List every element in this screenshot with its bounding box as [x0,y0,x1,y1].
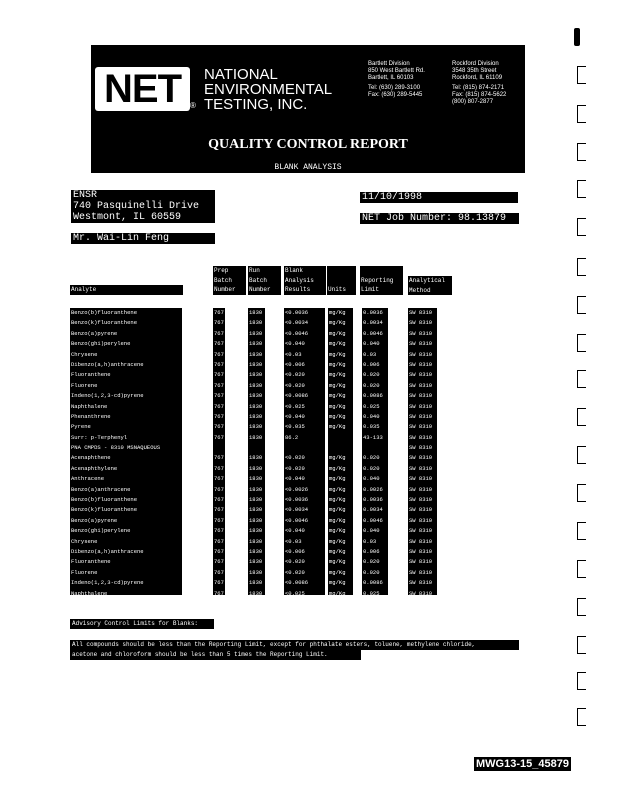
method-cell: SW 8310 [409,402,433,410]
analyte-cell: Fluoranthene [71,558,111,566]
scan-edge-mark [577,180,586,198]
method-cell: SW 8310 [409,547,433,555]
scan-edge-mark [577,143,586,161]
prep-batch-cell: 767 [214,579,224,587]
reporting-limit-cell [362,443,388,453]
analyte-cell: Phenanthrene [71,412,111,420]
method-cell: SW 8310 [409,589,433,597]
header-blank-results: Blank Analysis Results [284,266,326,295]
units-cell: mg/Kg [329,350,346,358]
scan-edge-mark [577,218,586,236]
method-cell: SW 8310 [409,340,433,348]
result-cell: <0.03 [285,537,302,545]
prep-batch-cell: 767 [214,527,224,535]
result-cell: <0.040 [285,527,305,535]
result-cell: <0.020 [285,568,305,576]
run-batch-cell: 1830 [249,360,263,368]
company-name-line-3: TESTING, INC. [204,96,308,113]
run-batch-cell: 1830 [249,309,263,316]
units-column [328,308,353,607]
method-cell: SW 8310 [409,485,433,493]
units-cell: mg/Kg [329,475,346,483]
units-cell: mg/Kg [329,506,346,514]
prep-batch-cell: 767 [214,392,224,400]
prep-batch-cell: 767 [214,475,224,483]
prep-batch-cell: 767 [214,319,224,327]
prep-batch-cell: 767 [214,454,224,462]
run-batch-cell: 1830 [249,464,263,472]
units-cell: mg/Kg [329,381,346,389]
reporting-limit-cell: 0.006 [363,547,380,555]
prep-batch-cell: 767 [214,360,224,368]
scan-edge-mark [577,258,586,276]
prep-batch-cell: 767 [214,381,224,389]
result-cell: <0.035 [285,423,305,431]
run-batch-cell: 1830 [249,516,263,524]
method-cell: SW 8310 [409,506,433,514]
run-batch-cell [248,443,265,453]
analyte-cell: Fluorene [71,381,98,389]
analyte-cell: Anthracene [71,475,105,483]
prep-batch-cell: 767 [214,402,224,410]
rockford-line: Rockford Division [452,61,499,67]
result-cell: <0.0086 [285,392,309,400]
prep-batch-cell: 767 [214,340,224,348]
analyte-cell: Benzo(ghi)perylene [71,340,131,348]
analyte-cell: Chrysene [71,537,98,545]
reporting-limit-cell: 0.040 [363,527,380,535]
client-address [71,190,215,223]
units-cell [328,443,353,453]
scan-edge-mark [577,105,586,123]
rockford-division-address [452,61,506,106]
run-batch-cell: 1830 [249,371,263,379]
prep-batch-cell: 767 [214,568,224,576]
analyte-cell: Fluorene [71,568,98,576]
run-batch-cell: 1830 [249,589,263,597]
reporting-limit-cell: 0.03 [363,537,377,545]
run-batch-column [248,308,265,607]
method-cell: SW 8310 [409,360,433,368]
units-cell: mg/Kg [329,579,346,587]
analyte-cell: Fluoranthene [71,371,111,379]
result-cell: <0.040 [285,475,305,483]
result-cell: <0.0034 [285,319,309,327]
method-column [408,308,437,607]
net-logo: NET [95,67,190,111]
reporting-limit-cell: 0.0026 [363,485,383,493]
reporting-limit-cell: 0.040 [363,599,380,607]
units-cell: mg/Kg [329,568,346,576]
analyte-cell: Pyrene [71,423,91,431]
units-cell: mg/Kg [329,412,346,420]
analyte-cell: Phenanthrene [71,599,111,607]
header-run-batch: Run Batch Number [248,266,281,295]
result-cell: <0.040 [285,340,305,348]
units-cell: mg/Kg [329,360,346,368]
reporting-limit-cell: 0.006 [363,360,380,368]
method-cell: SW 8310 [409,454,433,462]
run-batch-cell: 1830 [249,392,263,400]
reporting-limit-cell: 0.020 [363,381,380,389]
scan-edge-mark [577,598,586,616]
method-cell: SW 8310 [409,350,433,358]
result-cell: <0.020 [285,558,305,566]
run-batch-cell: 1830 [249,329,263,337]
bartlett-line: Bartlett Division [368,61,410,67]
run-batch-cell: 1830 [249,475,263,483]
run-batch-cell: 1830 [249,496,263,504]
report-title: QUALITY CONTROL REPORT [208,137,408,152]
units-cell: mg/Kg [329,527,346,535]
method-cell: SW 8310 [409,309,433,316]
run-batch-cell: 1830 [249,402,263,410]
bartlett-line: Fax: (630) 289-5445 [368,92,423,98]
reporting-limit-cell: 0.0046 [363,516,383,524]
client-name: ENSR [73,190,98,201]
scan-edge-mark [577,484,586,502]
analyte-cell: Chrysene [71,350,98,358]
reporting-limit-cell: 0.0036 [363,496,383,504]
scan-edge-mark [577,522,586,540]
header-analyte: Analyte [70,285,183,295]
scan-edge-mark [577,66,586,84]
units-cell: mg/Kg [329,558,346,566]
result-cell: <0.020 [285,464,305,472]
run-batch-cell: 1830 [249,340,263,348]
method-cell: SW 8310 [409,579,433,587]
reporting-limit-cell: 0.0034 [363,506,383,514]
analyte-cell: Dibenzo(a,h)anthracene [71,360,144,368]
reporting-limit-cell: 0.020 [363,558,380,566]
analyte-cell: Surr: p-Terphenyl [71,433,128,441]
prep-batch-cell: 767 [214,464,224,472]
header-reporting-limit: Reporting Limit [360,266,403,295]
bartlett-line: Tel: (630) 289-3100 [368,85,421,91]
method-cell: SW 8310 [409,568,433,576]
run-batch-cell: 1830 [249,350,263,358]
analyte-cell: Benzo(a)pyrene [71,516,118,524]
prep-batch-cell: 767 [214,423,224,431]
scan-edge-mark [577,708,586,726]
method-cell: SW 8310 [409,371,433,379]
client-contact: Mr. Wai-Lin Feng [71,233,215,244]
client-street: 740 Pasquinelli Drive [73,201,200,212]
reporting-limit-cell: 0.0086 [363,392,383,400]
method-cell: SW 8310 [409,475,433,483]
rockford-line: Rockford, IL 61109 [452,75,503,81]
result-cell: <0.0086 [285,579,309,587]
units-cell: mg/Kg [329,329,346,337]
analyte-cell: Benzo(a)pyrene [71,329,118,337]
reporting-limit-cell: 0.0034 [363,319,383,327]
prep-batch-cell: 767 [214,547,224,555]
result-cell: <0.0036 [285,496,309,504]
reporting-limit-cell: 0.025 [363,402,380,410]
method-cell: SW 8310 [409,537,433,545]
run-batch-cell: 1830 [249,319,263,327]
results-column [284,308,325,607]
reporting-limit-cell: 0.020 [363,371,380,379]
rockford-line: (800) 807-2877 [452,99,494,105]
advisory-note-line-1: All compounds should be less than the Reporting Limit, except for phthalate esters, toluene, methylene chloride, [70,640,519,650]
result-cell: <0.020 [285,371,305,379]
result-cell: <0.0034 [285,506,309,514]
prep-batch-cell: 767 [214,485,224,493]
scan-edge-mark [577,334,586,352]
header-analytical-method: Analytical Method [408,276,452,295]
analyte-cell: Benzo(k)fluoranthene [71,319,138,327]
units-cell: mg/Kg [329,547,346,555]
scan-edge-mark [577,672,586,690]
units-cell: mg/Kg [329,496,346,504]
reporting-limit-cell: 0.040 [363,412,380,420]
reporting-limit-cell: 0.020 [363,568,380,576]
analyte-cell: Benzo(a)anthracene [71,485,131,493]
client-city: Westmont, IL 60559 [73,212,182,223]
bartlett-line: 850 West Bartlett Rd. [368,68,425,74]
method-cell: SW 8310 [409,464,433,472]
units-cell: mg/Kg [329,423,346,431]
company-name-line-1: NATIONAL [204,66,278,83]
run-batch-cell: 1830 [249,485,263,493]
result-cell: <0.020 [285,454,305,462]
reporting-limit-cell: 0.020 [363,454,380,462]
units-cell: mg/Kg [329,309,346,316]
run-batch-cell: 1830 [249,599,263,607]
scan-edge-mark [577,296,586,314]
header-units: Units [327,266,356,295]
result-cell: <0.040 [285,412,305,420]
analyte-cell: Benzo(b)fluoranthene [71,496,138,504]
rockford-line: Fax: (815) 874-5622 [452,92,507,98]
advisory-note-line-2: acetone and chloroform should be less than 5 times the Reporting Limit. [70,650,361,660]
analyte-cell: Acenaphthene [71,454,111,462]
method-cell: SW 8310 [409,319,433,327]
units-cell: mg/Kg [329,464,346,472]
run-batch-cell: 1830 [249,433,263,441]
report-subtitle: BLANK ANALYSIS [274,163,342,172]
reporting-limit-cell: 0.035 [363,423,380,431]
reporting-limit-cell: 0.0036 [363,309,383,316]
method-cell: SW 8310 [409,527,433,535]
result-cell: <0.006 [285,547,305,555]
reporting-limit-cell: 0.03 [363,350,377,358]
result-cell: <0.0036 [285,309,309,316]
analyte-cell: Indeno(1,2,3-cd)pyrene [71,392,144,400]
result-cell: 86.2 [285,433,299,441]
result-cell: <0.025 [285,589,305,597]
analyte-cell: Benzo(ghi)perylene [71,527,131,535]
result-cell: <0.025 [285,402,305,410]
units-cell: mg/Kg [329,319,346,327]
scan-edge-mark [577,560,586,578]
scan-edge-mark [577,408,586,426]
prep-batch-cell: 767 [214,496,224,504]
prep-batch-cell: 767 [214,329,224,337]
report-date: 11/10/1998 [360,192,518,203]
prep-batch-cell: 767 [214,506,224,514]
run-batch-cell: 1830 [249,412,263,420]
analyte-cell: Naphthalene [71,589,108,597]
result-cell: <0.006 [285,360,305,368]
method-cell: SW 8310 [409,381,433,389]
prep-batch-cell [213,443,225,453]
units-cell: mg/Kg [329,392,346,400]
result-cell: <0.0046 [285,516,309,524]
prep-batch-cell: 767 [214,589,224,597]
prep-batch-cell: 767 [214,350,224,358]
result-cell: <0.03 [285,350,302,358]
analyte-cell: Acenaphthylene [71,464,118,472]
scan-edge-mark [577,446,586,464]
prep-batch-cell: 767 [214,599,224,607]
prep-batch-cell: 767 [214,537,224,545]
units-cell: mg/Kg [329,589,346,597]
units-cell: mg/Kg [329,340,346,348]
bartlett-line: Bartlett, IL 60103 [368,75,414,81]
prep-batch-cell: 767 [214,309,224,316]
scan-edge-mark [574,28,580,46]
run-batch-cell: 1830 [249,381,263,389]
units-cell: mg/Kg [329,599,346,607]
run-batch-cell: 1830 [249,579,263,587]
scan-edge-mark [577,370,586,388]
method-cell: SW 8310 [409,444,433,452]
analyte-cell: Benzo(b)fluoranthene [71,309,138,316]
reporting-limit-cell: 0.040 [363,340,380,348]
company-name-line-2: ENVIRONMENTAL [204,81,333,98]
reporting-limit-column [362,308,388,607]
run-batch-cell: 1830 [249,454,263,462]
method-cell: SW 8310 [409,496,433,504]
reporting-limit-cell: 0.020 [363,464,380,472]
reporting-limit-cell: 43-133 [363,433,383,441]
result-cell [284,443,325,453]
method-cell: SW 8310 [409,412,433,420]
reporting-limit-cell: 0.0046 [363,329,383,337]
prep-batch-column [213,308,225,607]
prep-batch-cell: 767 [214,433,224,441]
analyte-column [70,308,182,607]
units-cell: mg/Kg [329,454,346,462]
rockford-line: Tel: (815) 874-2171 [452,85,505,91]
rockford-line: 3548 35th Street [452,68,497,74]
units-cell: mg/Kg [329,402,346,410]
result-cell: <0.0046 [285,329,309,337]
prep-batch-cell: 767 [214,412,224,420]
scan-edge-mark [577,636,586,654]
method-cell: SW 8310 [409,516,433,524]
analyte-cell: Indeno(1,2,3-cd)pyrene [71,579,144,587]
prep-batch-cell: 767 [214,516,224,524]
run-batch-cell: 1830 [249,537,263,545]
units-cell: mg/Kg [329,371,346,379]
analyte-cell: Dibenzo(a,h)anthracene [71,547,144,555]
result-cell: <0.020 [285,381,305,389]
reporting-limit-cell: 0.025 [363,589,380,597]
units-cell: mg/Kg [329,485,346,493]
run-batch-cell: 1830 [249,423,263,431]
units-cell [328,433,353,443]
run-batch-cell: 1830 [249,558,263,566]
reporting-limit-cell: 0.0086 [363,579,383,587]
advisory-heading: Advisory Control Limits for Blanks: [70,619,214,629]
header-prep-batch: Prep Batch Number [213,266,246,295]
prep-batch-cell: 767 [214,371,224,379]
reporting-limit-cell: 0.040 [363,475,380,483]
units-cell: mg/Kg [329,516,346,524]
method-cell: SW 8310 [409,329,433,337]
result-cell: <0.0026 [285,485,309,493]
analyte-cell: Benzo(k)fluoranthene [71,506,138,514]
analyte-cell: Naphthalene [71,402,108,410]
method-cell: SW 8310 [409,558,433,566]
method-cell: SW 8310 [409,423,433,431]
method-cell: SW 8310 [409,599,433,607]
job-number: NET Job Number: 98.13879 [360,213,519,224]
analyte-cell: PNA CMPDS - 8310 MSNAQUEOUS [71,444,161,452]
run-batch-cell: 1830 [249,547,263,555]
run-batch-cell: 1830 [249,568,263,576]
registered-mark: ® [190,101,196,110]
run-batch-cell: 1830 [249,506,263,514]
bartlett-division-address [368,61,425,99]
method-cell: SW 8310 [409,392,433,400]
method-cell: SW 8310 [409,433,433,441]
run-batch-cell: 1830 [249,527,263,535]
units-cell: mg/Kg [329,537,346,545]
prep-batch-cell: 767 [214,558,224,566]
result-cell: <0.040 [285,599,305,607]
document-control-number: MWG13-15_45879 [476,758,569,770]
